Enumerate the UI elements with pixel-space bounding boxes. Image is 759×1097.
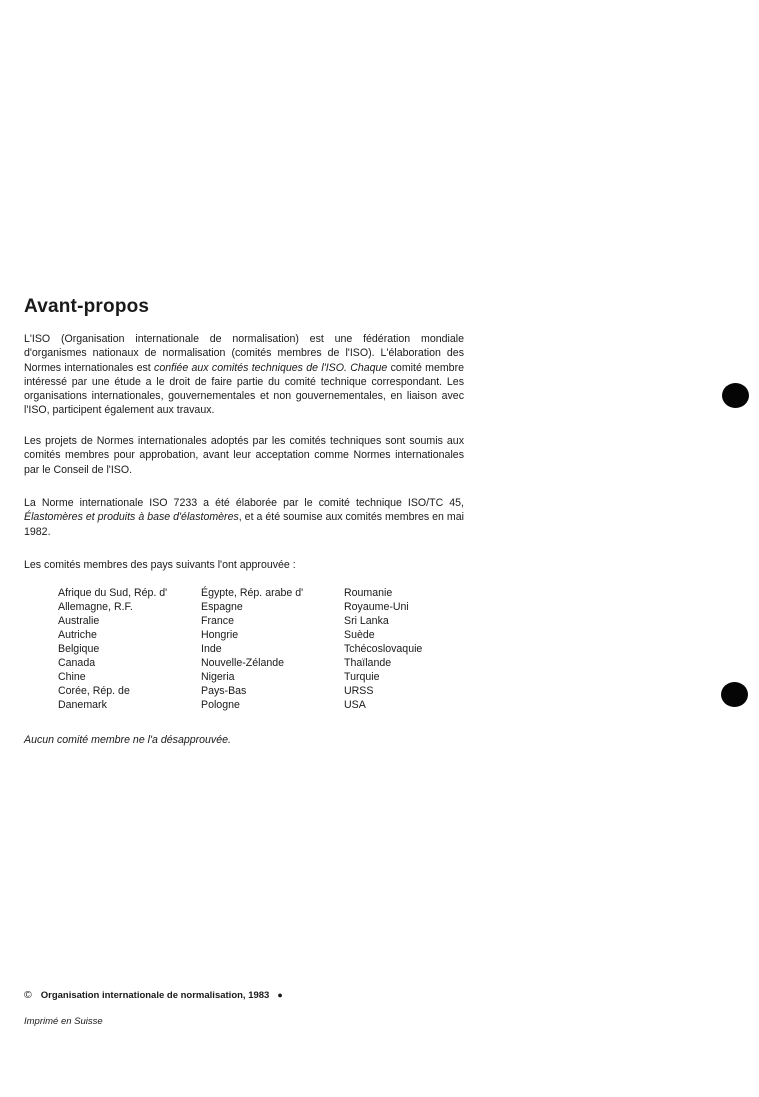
bullet-icon: ● — [277, 990, 283, 1000]
country-column-1 — [58, 586, 201, 712]
country-item: Nigeria — [201, 671, 235, 683]
punch-hole-mark — [722, 383, 749, 408]
country-item: Inde — [201, 643, 222, 655]
country-item: Australie — [58, 615, 100, 627]
copyright-icon: © — [24, 989, 32, 1001]
country-item: Sri Lanka — [344, 615, 389, 627]
paragraph-approving-members: Les comités membres des pays suivants l'ont approuvée : — [24, 559, 296, 571]
country-item: Chine — [58, 671, 86, 683]
paragraph-text-italic: confiée aux comités techniques de l'ISO. Chaque — [154, 361, 388, 374]
paragraph-draft-approval: Les projets de Normes internationales adoptés par les comités techniques sont soumis aux comités membres pour approbation, avant leur acceptation comme Normes internationales par le Conseil de l'ISO. — [24, 435, 464, 476]
printed-in-text: Imprimé en Suisse — [24, 1016, 103, 1027]
country-item: Royaume-Uni — [344, 601, 409, 613]
paragraph-text: , et a été soumise aux comités membres en mai 1982. — [24, 511, 464, 538]
country-item: Tchécoslovaquie — [344, 643, 423, 655]
paragraph-text: Normes internationales est — [24, 361, 155, 374]
page-title: Avant-propos — [24, 296, 150, 317]
country-item: Canada — [58, 657, 96, 669]
paragraph-text-italic: Aucun comité membre ne l'a désapprouvée. — [24, 734, 231, 746]
country-item: Danemark — [58, 699, 107, 711]
country-item: Thaïlande — [344, 657, 392, 669]
country-column-3 — [344, 586, 474, 712]
country-item: Pays-Bas — [201, 685, 247, 697]
country-column-2 — [201, 586, 344, 712]
copyright-organization: Organisation internationale de normalisation, 1983 — [40, 989, 270, 1001]
country-item: France — [201, 615, 234, 627]
country-item: Nouvelle-Zélande — [201, 657, 285, 669]
country-item: Belgique — [58, 643, 100, 655]
country-item: Pologne — [201, 699, 240, 711]
country-list — [58, 586, 474, 712]
paragraph-text: La Norme internationale ISO 7233 a été élaborée par le comité technique ISO/TC 45, — [24, 497, 464, 509]
copyright-line — [24, 989, 283, 1001]
paragraph-text: comité membre intéressé par une étude a le droit de faire partie du comité technique correspondant. Les organisations internationales, gouvernementales et non gouvernementales, en liaison avec l'ISO, participent également aux travaux. — [24, 361, 464, 417]
punch-hole-mark — [721, 682, 748, 707]
country-item: Allemagne, R.F. — [58, 601, 133, 613]
country-item: Roumanie — [344, 587, 393, 599]
paragraph-text-italic: Élastomères et produits à base d'élastomères — [24, 511, 239, 524]
country-item: Hongrie — [201, 629, 239, 641]
country-item: Égypte, Rép. arabe d' — [201, 587, 304, 599]
country-item: Corée, Rép. de — [58, 685, 130, 697]
country-item: Espagne — [201, 601, 243, 613]
country-item: Autriche — [58, 629, 97, 641]
country-item: USA — [344, 699, 366, 711]
printed-in-note — [24, 1016, 103, 1027]
paragraph-iso-description — [24, 332, 464, 418]
country-item: Turquie — [344, 671, 380, 683]
country-item: Suède — [344, 629, 375, 641]
country-item: URSS — [344, 685, 374, 697]
paragraph-no-disapproval — [24, 733, 464, 747]
country-item: Afrique du Sud, Rép. d' — [58, 587, 168, 599]
paragraph-standard-origin — [24, 496, 464, 539]
paragraph-text: L'ISO (Organisation internationale de normalisation) est une fédération mondiale d'organismes nationaux de normalisation (comités membres de l'ISO). L'élaboration des — [24, 333, 464, 360]
